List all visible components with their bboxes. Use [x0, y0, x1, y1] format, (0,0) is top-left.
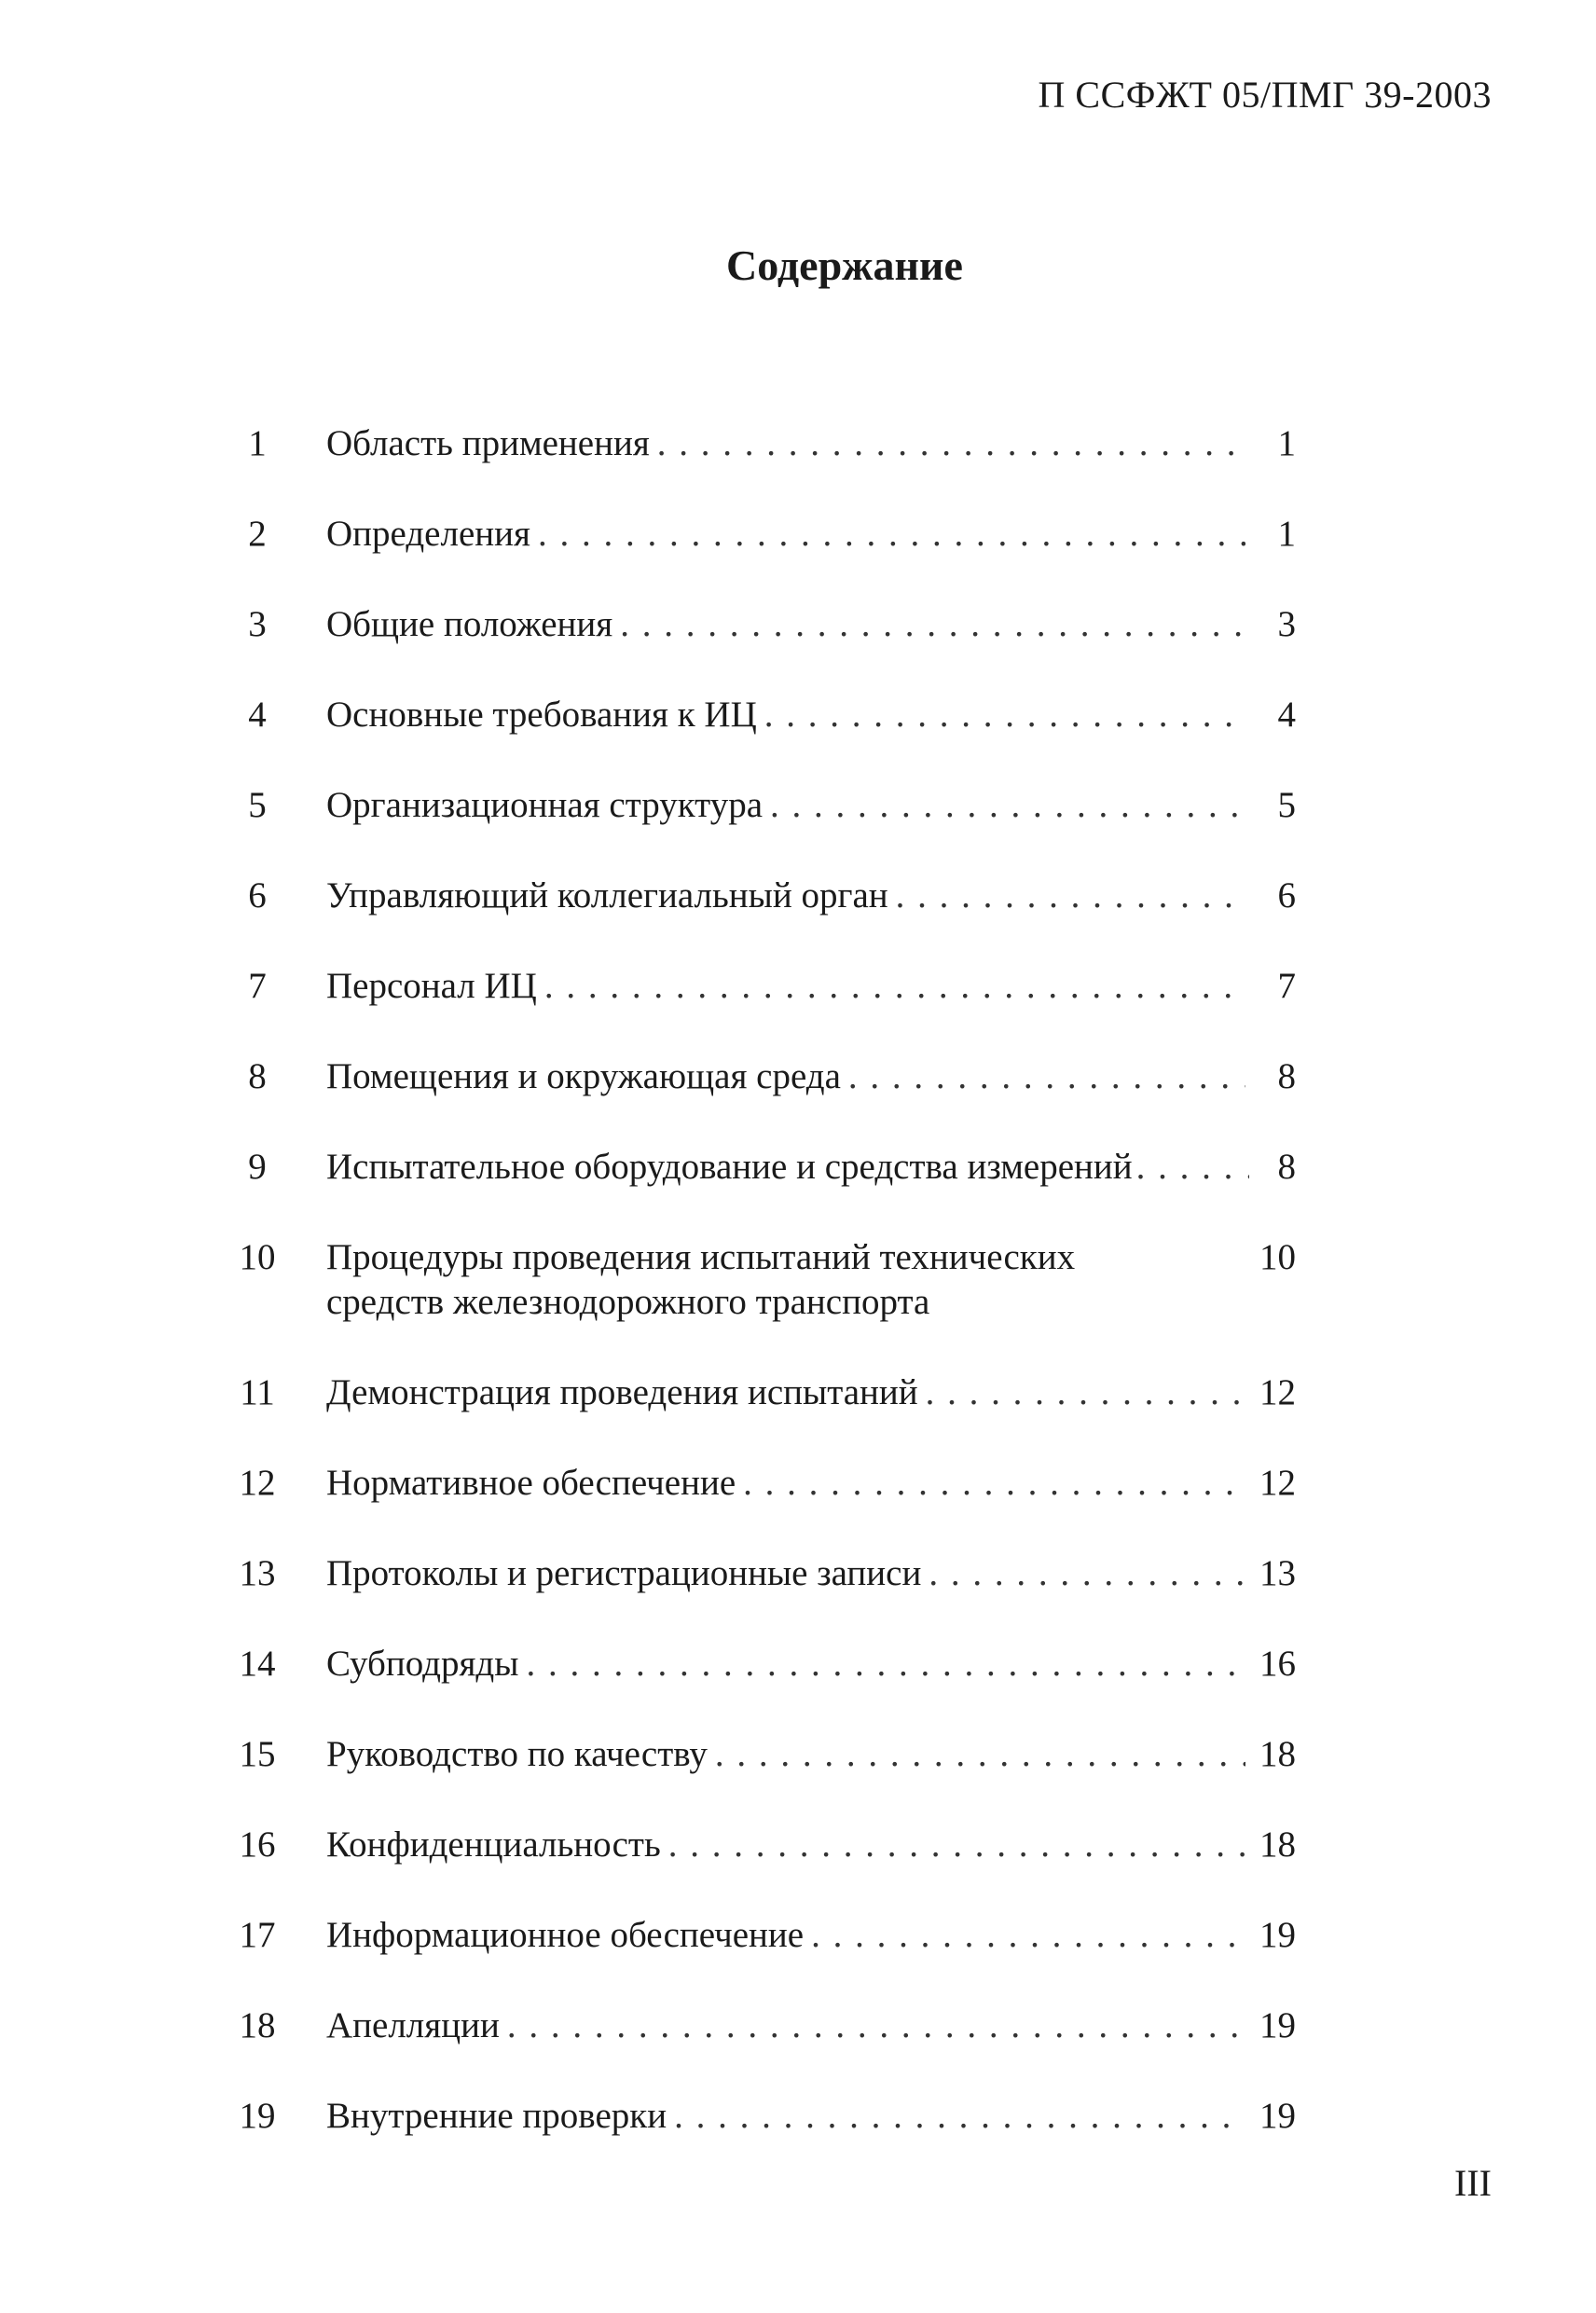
table-of-contents: [0, 421, 1596, 2184]
toc-number: 4: [248, 695, 267, 735]
dot-leader: [668, 1823, 1245, 1867]
document-code: П ССФЖТ 05/ПМГ 39-2003: [1038, 74, 1492, 116]
toc-row[interactable]: [0, 693, 1596, 783]
toc-entry: [326, 1732, 1296, 1777]
toc-row[interactable]: [0, 964, 1596, 1054]
dot-leader: [743, 1461, 1245, 1506]
toc-number: 18: [239, 2005, 276, 2045]
toc-entry: [326, 602, 1296, 647]
toc-text: Субподряды: [326, 1644, 519, 1684]
toc-text: Персонал ИЦ: [326, 966, 537, 1006]
toc-number: 16: [239, 1824, 276, 1865]
toc-row[interactable]: [0, 2003, 1596, 2094]
toc-text: Управляющий коллегиальный орган: [326, 875, 888, 916]
toc-number: 15: [239, 1734, 276, 1774]
toc-page: 10: [1259, 1237, 1296, 1277]
dot-leader: [507, 2003, 1245, 2048]
toc-entry: [326, 874, 1296, 918]
toc-row[interactable]: [0, 1235, 1596, 1370]
toc-entry: [326, 2003, 1296, 2048]
toc-page: 6: [1277, 875, 1296, 916]
toc-row[interactable]: [0, 602, 1596, 693]
toc-text: Организационная структура: [326, 785, 763, 825]
toc-row[interactable]: [0, 512, 1596, 602]
toc-entry: [326, 783, 1296, 828]
page-title: Содержание: [726, 241, 963, 289]
toc-entry: [326, 1551, 1296, 1596]
toc-entry: [326, 964, 1296, 1009]
toc-row[interactable]: [0, 874, 1596, 964]
toc-page: 8: [1277, 1147, 1296, 1187]
toc-page: 1: [1277, 514, 1296, 554]
toc-page: 4: [1277, 695, 1296, 735]
toc-text: Руководство по качеству: [326, 1734, 708, 1774]
toc-page: 3: [1277, 604, 1296, 644]
toc-number: 14: [239, 1644, 276, 1684]
toc-number: 5: [248, 785, 267, 825]
toc-number: 17: [239, 1915, 276, 1955]
dot-leader: [770, 783, 1245, 828]
toc-page: 18: [1259, 1824, 1296, 1865]
toc-page: 12: [1259, 1463, 1296, 1503]
toc-entry: [326, 1823, 1296, 1867]
dot-leader: [896, 874, 1245, 918]
toc-number: 10: [239, 1237, 276, 1277]
dot-leader: [926, 1370, 1245, 1415]
toc-row[interactable]: [0, 1145, 1596, 1235]
dot-leader: [538, 512, 1245, 557]
dot-leader: [764, 693, 1245, 737]
toc-number: 11: [240, 1372, 275, 1412]
toc-text: Основные требования к ИЦ: [326, 695, 757, 735]
toc-text: Демонстрация проведения испытаний: [326, 1372, 918, 1412]
toc-row[interactable]: [0, 1551, 1596, 1642]
toc-number: 8: [248, 1056, 267, 1096]
toc-page: 5: [1277, 785, 1296, 825]
toc-row[interactable]: [0, 1461, 1596, 1551]
toc-page: 12: [1259, 1372, 1296, 1412]
dot-leader: [1136, 1145, 1249, 1190]
toc-entry: [326, 1913, 1296, 1958]
toc-row[interactable]: [0, 1370, 1596, 1461]
toc-text: Протоколы и регистрационные записи: [326, 1553, 922, 1593]
toc-number: 12: [239, 1463, 276, 1503]
toc-page: 19: [1259, 2005, 1296, 2045]
toc-number: 3: [248, 604, 267, 644]
toc-text: Процедуры проведения испытаний технических средств железнодорожного транспорта: [326, 1237, 1076, 1322]
page-number: III: [1454, 2162, 1492, 2204]
toc-page: 18: [1259, 1734, 1296, 1774]
toc-number: 13: [239, 1553, 276, 1593]
toc-row[interactable]: [0, 1823, 1596, 1913]
toc-row[interactable]: [0, 2094, 1596, 2184]
toc-row[interactable]: [0, 1732, 1596, 1823]
toc-text: Конфиденциальность: [326, 1824, 661, 1865]
toc-number: 7: [248, 966, 267, 1006]
dot-leader: [674, 2094, 1245, 2139]
toc-entry: [326, 1461, 1296, 1506]
toc-text: Внутренние проверки: [326, 2096, 667, 2136]
toc-text: Область применения: [326, 423, 650, 463]
toc-text: Апелляции: [326, 2005, 500, 2045]
toc-page: 8: [1277, 1056, 1296, 1096]
dot-leader: [620, 602, 1245, 647]
toc-text: Определения: [326, 514, 530, 554]
toc-row[interactable]: [0, 783, 1596, 874]
toc-text: Помещения и окружающая среда: [326, 1056, 841, 1096]
toc-entry: [326, 2094, 1296, 2139]
toc-number: 6: [248, 875, 267, 916]
toc-entry: [326, 421, 1296, 466]
toc-page: 7: [1277, 966, 1296, 1006]
toc-page: 1: [1277, 423, 1296, 463]
toc-number: 9: [248, 1147, 267, 1187]
toc-text: Общие положения: [326, 604, 613, 644]
toc-page: 16: [1259, 1644, 1296, 1684]
toc-entry: [326, 693, 1296, 737]
toc-text: Информационное обеспечение: [326, 1915, 805, 1955]
toc-row[interactable]: [0, 1913, 1596, 2003]
toc-entry: [326, 1642, 1296, 1687]
toc-row[interactable]: [0, 1054, 1596, 1145]
toc-text: Испытательное оборудование и средства измерений: [326, 1147, 1133, 1187]
dot-leader: [526, 1642, 1245, 1687]
toc-page: 13: [1259, 1553, 1296, 1593]
dot-leader: [848, 1054, 1245, 1099]
toc-row[interactable]: [0, 421, 1596, 512]
dot-leader: [544, 964, 1245, 1009]
toc-entry: [326, 1235, 1296, 1325]
dot-leader: [811, 1913, 1245, 1958]
toc-entry: [326, 1370, 1296, 1415]
toc-entry: [326, 1145, 1296, 1190]
toc-number: 1: [248, 423, 267, 463]
toc-page: 19: [1259, 2096, 1296, 2136]
toc-row[interactable]: [0, 1642, 1596, 1732]
toc-entry: [326, 1054, 1296, 1099]
dot-leader: [715, 1732, 1245, 1777]
toc-text: Нормативное обеспечение: [326, 1463, 736, 1503]
toc-number: 19: [239, 2096, 276, 2136]
toc-entry: [326, 512, 1296, 557]
dot-leader: [657, 421, 1245, 466]
dot-leader: [929, 1551, 1245, 1596]
toc-page: 19: [1259, 1915, 1296, 1955]
toc-number: 2: [248, 514, 267, 554]
